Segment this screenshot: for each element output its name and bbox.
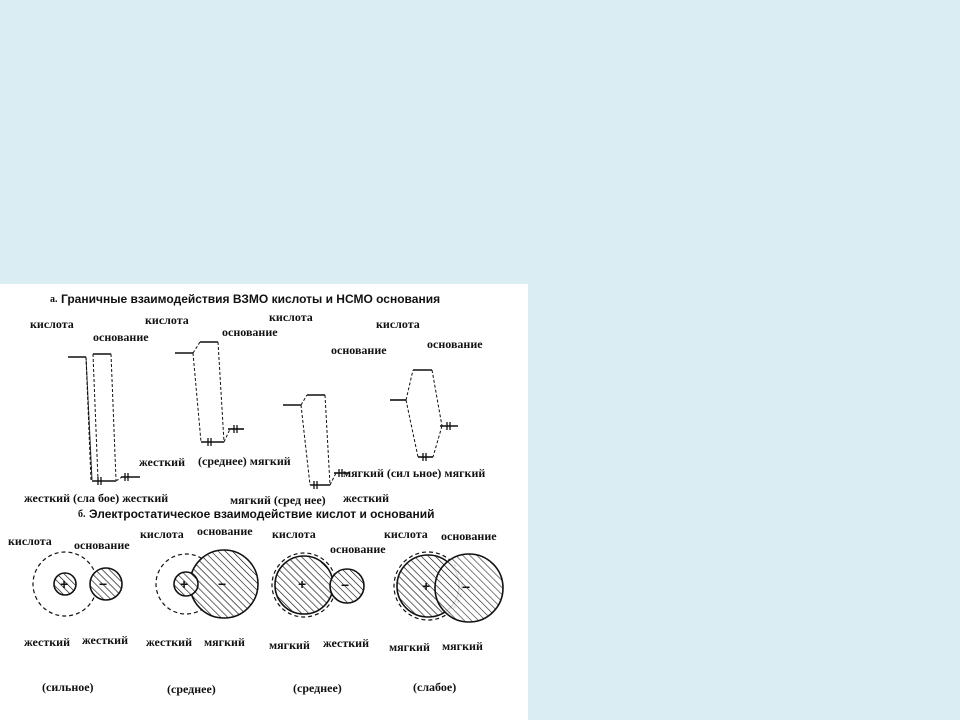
acid-label: кислота bbox=[30, 317, 74, 331]
plus-sign: + bbox=[180, 576, 189, 592]
electrostatic-diagram-2 bbox=[140, 524, 258, 696]
diagram-2-bottom-label: (среднее) мягкий bbox=[198, 454, 291, 468]
interaction-strength: (среднее) bbox=[293, 681, 342, 695]
acid-hardness-label: жесткий bbox=[146, 635, 192, 649]
part-a-label: а. bbox=[50, 294, 58, 305]
base-hardness-label: мягкий bbox=[442, 639, 483, 653]
base-hardness-label: жесткий bbox=[82, 633, 128, 647]
diagram-1-bottom-label: жесткий (сла бое) жесткий bbox=[24, 491, 169, 505]
base-label: основание bbox=[197, 524, 253, 538]
acid-hardness-label: мягкий bbox=[389, 640, 430, 654]
minus-sign: − bbox=[462, 579, 471, 595]
base-hardness-label: жесткий bbox=[323, 636, 369, 650]
acid-hardness-label: жесткий bbox=[24, 635, 70, 649]
minus-sign: − bbox=[218, 576, 227, 592]
base-label: основание bbox=[93, 330, 149, 344]
diagram-4-bottom-label: мягкий (сил ьное) мягкий bbox=[343, 466, 486, 480]
base-label: основание bbox=[74, 538, 130, 552]
base-label: основание bbox=[441, 529, 497, 543]
acid-label: кислота bbox=[384, 527, 428, 541]
orbital-diagram-1 bbox=[24, 317, 168, 505]
interaction-strength: (сильное) bbox=[42, 680, 94, 694]
plus-sign: + bbox=[422, 578, 431, 594]
diagram-2-mid-label: жесткий bbox=[139, 455, 185, 469]
diagram-3-bottom-left-label: мягкий (сред нее) bbox=[230, 493, 326, 507]
electrostatic-diagram-3 bbox=[269, 527, 386, 695]
acid-label: кислота bbox=[269, 310, 313, 324]
acid-label: кислота bbox=[376, 317, 420, 331]
part-b-label: б. bbox=[78, 509, 86, 520]
figure-canvas bbox=[0, 284, 528, 720]
orbital-diagram-4 bbox=[343, 317, 485, 480]
interaction-strength: (слабое) bbox=[413, 680, 457, 694]
acid-label: кислота bbox=[8, 534, 52, 548]
part-a-title: Граничные взаимодействия ВЗМО кислоты и НСМО основания bbox=[61, 292, 441, 306]
plus-sign: + bbox=[60, 576, 69, 592]
electrostatic-diagram-4 bbox=[384, 527, 503, 694]
acid-label: кислота bbox=[272, 527, 316, 541]
base-label: основание bbox=[427, 337, 483, 351]
part-b-title: Электростатическое взаимодействие кислот и оснований bbox=[89, 507, 435, 521]
electrostatic-diagram-1 bbox=[8, 534, 130, 694]
orbital-diagram-2 bbox=[139, 313, 291, 469]
diagram-3-bottom-right-label: жесткий bbox=[343, 491, 389, 505]
interaction-strength: (среднее) bbox=[167, 682, 216, 696]
acid-label: кислота bbox=[145, 313, 189, 327]
minus-sign: − bbox=[341, 577, 350, 593]
correlation-line bbox=[86, 357, 92, 480]
acid-hardness-label: мягкий bbox=[269, 638, 310, 652]
plus-sign: + bbox=[298, 576, 307, 592]
base-label: основание bbox=[222, 325, 278, 339]
minus-sign: − bbox=[99, 576, 108, 592]
base-label: основание bbox=[331, 343, 387, 357]
base-hardness-label: мягкий bbox=[204, 635, 245, 649]
acid-label: кислота bbox=[140, 527, 184, 541]
acid-base-interaction-figure bbox=[0, 284, 528, 720]
base-label: основание bbox=[330, 542, 386, 556]
